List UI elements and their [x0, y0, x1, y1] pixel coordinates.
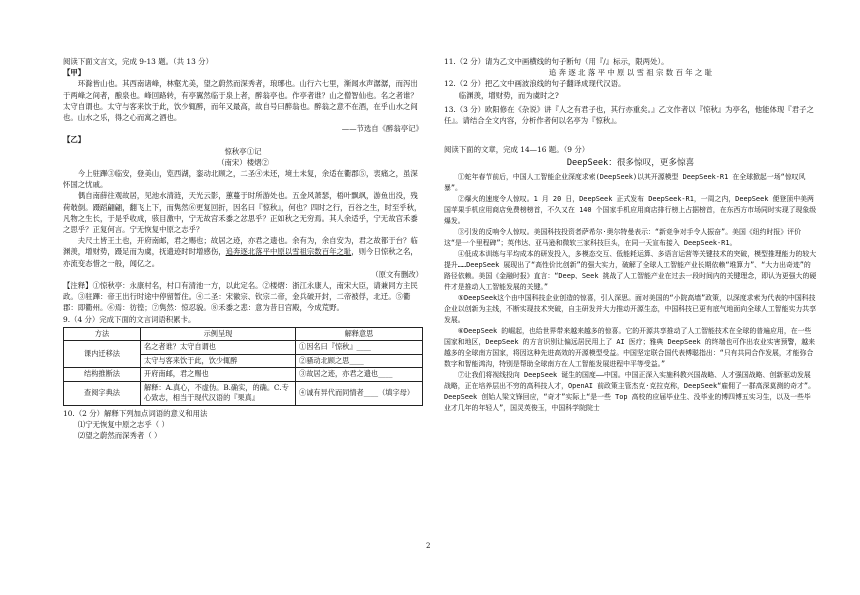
table-method: 结构推断法 — [64, 368, 141, 382]
question-12: 12.（2 分）把乙文中画波浪线的句子翻译成现代汉语。 — [444, 79, 626, 89]
jia-text: 环滁皆山也。其西南诸峰，林壑尤美，望之蔚然而深秀者，琅琊也。山行六七里，渐闻水声潺潺，而泻出于两峰之间者，酿泉也。峰回路转，有亭翼然临于泉上者，醉翁亭也。作亭者谁？山之僧智仙也。名之者谁？太守自谓也。太守与客来饮于此，饮少辄醉，而年又最高，故自号曰醉翁也。醉翁之意不在酒，在乎山水之间也。山水之乐，得之心而寓之酒也。 — [63, 79, 418, 123]
question-10-1: ⑴宁无恢复中原之志乎（ ） — [77, 420, 169, 430]
article-intro: 阅读下面的文章，完成 14—16 题。（9 分） — [444, 145, 590, 155]
jia-label: 【甲】 — [63, 68, 86, 78]
yi-label: 【乙】 — [63, 135, 86, 145]
classical-intro: 阅读下面文言文，完成 9-13 题。（共 13 分） — [63, 57, 213, 66]
article-paragraph: ⑥DeepSeek 的崛起，也给世界带来越来越多的惊喜。它的开源共享推动了人工智能技术在全球的普遍应用，在一些国家和地区，DeepSeek 的方言识别让偏远居民用上了 AI 医疗；雅典 DeepSeek 的终端也可作出农业实害预警，越来越多的全球南方国家，将因这种先进高效的开源模型受益。中国坚定联合国代表傅聪指出：“只有共同合作发展，才能弥合数字和智能鸿沟，特别是帮助全球南方在人工智能发展进程中平等受益。” — [444, 327, 816, 369]
table-example: 开府南邮，君之赐也 — [141, 368, 296, 382]
yi-paragraph-3a: 夫尺土皆王土也，开府南邮，君之赐也；故居之迹，亦君之遗也。余有为，余自安为，君之故都于台？临渊羡，增财势，蹑足而为虞，抚遗迹时时增感伤， — [63, 236, 418, 257]
question-11: 11.（2 分）请为乙文中画横线的句子断句（用『/』标示，限两处）。 — [444, 57, 669, 66]
table-example: 名之者谁？太守自谓也 — [141, 341, 296, 355]
table-method: 查阅字典法 — [64, 381, 141, 405]
article-paragraph: ①蛇年春节前后，中国人工智能企业深度求索(DeepSeek)以其开源模型 DeepSeek-R1 在全球掀起一场“惊叹风暴”。 — [444, 173, 806, 193]
yi-title: 惊秋亭①记 — [224, 146, 262, 156]
table-meaning: ②骚动北顾之思____ — [296, 354, 423, 368]
table-meaning: ④诚有异代而同情者____（填字母） — [296, 381, 423, 405]
article-paragraph: ⑤DeepSeek这个由中国科技企业创造的惊喜，引人深思。面对美国的“小院高墙”政策，以深度求索为代表的中国科技企业以创新为主线，不断实现技术突破，自主研发并大力推动开源生态，中国科技已更有底气地面向全球人工智能实力共享发展。 — [444, 294, 817, 325]
table-header: 方法 — [64, 327, 141, 341]
yi-source: （原文有删改） — [371, 269, 423, 279]
notes: 【注释】①惊秋亭：永康村名，村口有清池一方，以此定名。②楼熠：浙江永康人，南宋大臣，请兼同方主民政。③驻蹕：帝王出行时途中停留暂住。④二圣：宋徽宗、钦宗二帝，金兵破开封，二帝被俘，北迁。⑤衢郡：即衢州。⑥焉：彷徨；⑦隽然：惊忍貌。⑧禾黍之悲：意为昔日宫殿，今成荒野。 — [63, 281, 418, 313]
article-paragraph: ④低成本训练与平均成本的研发投入，多模态交互、低能耗运算、多语言运营等关键技术的突破，模型推理能力的较大提升……DeepSeek 展现出了“高性价比创新”的强大实力，破解了全球人工智能产业长期依赖“堆算力”、“大力出奇迹”的路径依赖。美国《金融时报》直言：“Deep、Seek 挑战了人工智能产业在过去一段时间内的关键理念，即认为更强大的硬件才是推动人工智能发展的关键。” — [444, 250, 817, 292]
table-meaning: ③故居之迹，亦君之遗也____ — [296, 368, 423, 382]
question-11-sentence: 追 奔 逐 北 落 平 中 原 以 雪 祖 宗 数 百 年 之 耻 — [548, 68, 713, 78]
underlined-sentence: 追奔逐北落平中原以雪祖宗数百年之耻 — [225, 247, 352, 257]
article-paragraph: ③引发的反响令人惊叹。美国科技投资者萨希尔·奥尔特曼表示：“新竞争对手令人振奋”。美国《纽约时报》评价这“是一个里程碑”；英伟达、亚马逊和微软三家科技巨头，在同一天宣布接入 DeepSeek-R1。 — [444, 228, 801, 248]
yi-paragraph-1: 今上驻蹕③临安，登美山，览西湖，銮动北顾之，二圣④未还，境土未复，余适在衢郡⑤，衷痛之，虽深怀国之忧戚。 — [63, 169, 418, 190]
table-header: 示例呈现 — [141, 327, 296, 341]
table-method: 课内迁移法 — [64, 341, 141, 368]
right-column — [444, 56, 817, 414]
left-column — [63, 56, 423, 441]
table-meaning: ①因名曰『惊秋』____ — [296, 341, 423, 355]
question-13: 13.（3 分）欧阳修在《杂说》讲『人之有君子也，其行亦重矣。』乙文作者以『惊秋』为亭名，他能体现『君子之任』。请结合全文内容，分析作者何以名亭为『惊秋』。 — [444, 104, 814, 126]
yi-paragraph-3c: ，则今日惊秋之名，亦流变态惜之一般，闻亿之。 — [63, 247, 418, 268]
table-example: 解释：A.真心，不虚伪。B.确实，的确。C.专心致志，相当于现代汉语的『果真』 — [141, 381, 296, 405]
page-number: 2 — [426, 542, 431, 550]
vocab-table — [63, 327, 423, 406]
yi-paragraph-2: 偶自南薛往观故居，见池水清涟，天光云影，蕙蔓于时所游处也。五金风萧瑟，梧叶飘飒，游鱼出没，残荷攲倒。蹑蹈翩翩，翻飞上下，而隽然⑥更复回折，因名曰『惊秋』，何也？四时之行，百谷之生，时至乎秋，凡物之生长，于是乎收成，骇目激中，宁无故宫禾黍之忿思乎？正如秋之无穷焉。其人余适乎，宁无故宫禾黍之思乎？正复何言。宁无恢复中原之志乎？ — [63, 191, 422, 235]
article-body — [444, 172, 817, 414]
article-title: DeepSeek：很多惊叹，更多惊喜 — [566, 158, 695, 169]
jia-source: ——节选自《醉翁亭记》 — [341, 124, 423, 134]
yi-author: （南宋）楼熠② — [217, 157, 269, 167]
article-paragraph: ②爆火的速度令人惊叹。1 月 20 日，DeepSeek 正式发布 DeepSeek-R1，一周之内，DeepSeek 便登顶中美两国苹果手机应用商店免费榜榜首，不久又在 140 个国家手机应用商店排行榜上占据榜首，在东西方市场同时实现了现象级爆发。 — [444, 195, 817, 226]
question-12-sentence: 临渊羡，增财势，而为虞时之? — [458, 90, 559, 100]
question-9: 9.（4 分）完成下面的文言词语积累卡。 — [63, 314, 196, 324]
table-example: 太守与客来饮于此，饮少辄醉 — [141, 354, 296, 368]
question-10-2: ⑵望之蔚然而深秀者（ ） — [77, 431, 162, 441]
article-paragraph: ⑦让我们将视线投向 DeepSeek 诞生的国度——中国。中国正深入实施科教兴国战略、人才强国战略、创新驱动发展战略，正在培养层出不穷的高科技人才，OpenAI 前政策主管杰克·克拉克称，DeepSeek“雇佣了一群高深莫测的奇才”。DeepSeek 创始人梁文锋回应，“奇才”实际上“是一些 Top 高校的应届毕业生、没毕业的博四博五实习生，以及一些毕业才几年的年轻人”，国灵英俊玉，中国科学院院士 — [444, 371, 815, 413]
question-10: 10.（2 分）解释下列加点词语的意义和用法 — [63, 408, 208, 418]
table-header: 解释意思 — [296, 327, 423, 341]
yi-paragraph-3 — [63, 235, 423, 269]
